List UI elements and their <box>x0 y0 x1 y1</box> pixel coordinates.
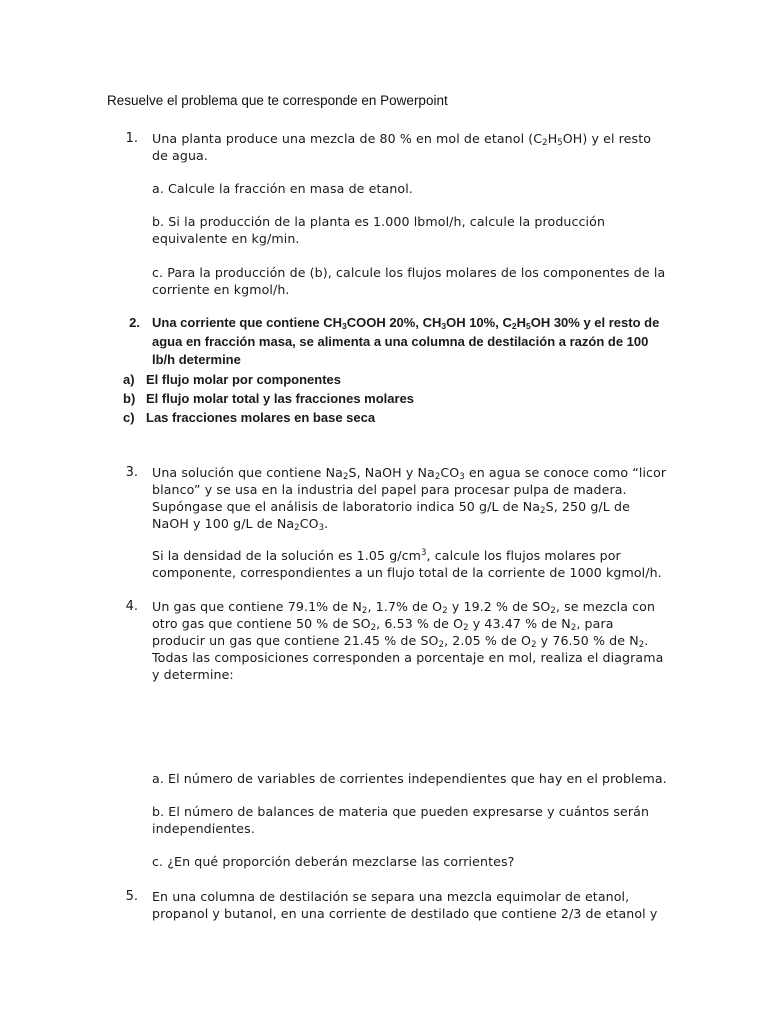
problem-4-part-c: c. ¿En qué proporción deberán mezclarse las corrientes? <box>152 854 515 869</box>
problem-text: Una planta produce una mezcla de 80 % en mol de etanol $(C_2H_5OH)$ y el resto de agua. <box>152 131 652 163</box>
problem-number: 3. <box>125 465 138 480</box>
problem-4-part-a: a. El número de variables de corrientes independientes que hay en el problema. <box>152 771 667 786</box>
problem-1-part-b: b. Si la producción de la planta es 1.000 lbmol/h, calcule la producción equivalente en kg/min. <box>152 214 606 246</box>
page-title: Resuelve el problema que te corresponde en Powerpoint <box>107 93 448 108</box>
problem-text: Un gas que contiene 79.1% de $N_2$, 1.7% de $O_2$ y 19.2 % de $SO_2$, se mezcla con otro gas que contiene 50 % de $SO_2$, 6.53 % de $O_2$ y 43.47 % de $N_2$, para producir un gas que contiene 21.45 % de $SO_2$, 2.05 % de $O_2$ y 76.50 % de $N_2$. Todas las composiciones corresponden a porcentaje en mol, realiza el diagrama y determine: <box>152 599 664 682</box>
problem-text: Una solución que contiene $Na_2S$, NaOH y $Na_2CO_3$ en agua se conoce como “licor blanco” y se usa en la industria del papel para procesar pulpa de madera. Supóngase que el análisis de laboratorio indica 50 g/L de $Na_2S$, 250 g/L de NaOH y 100 g/L de $Na_2CO_3$. <box>152 465 667 533</box>
problem-text: En una columna de destilación se separa una mezcla equimolar de etanol, propanol y butanol, en una corriente de destilado que contiene 2/3 de etanol y <box>152 889 658 921</box>
problem-1-part-a: a. Calcule la fracción en masa de etanol. <box>152 181 413 196</box>
list-item: a) El flujo molar por componentes <box>123 372 342 387</box>
problem-text: Una corriente que contiene $CH_3COOH$ 20%, $CH_3OH$ 10%, $C_2H_5OH$ 30% y el resto de agua en fracción masa, se alimenta a una columna de destilación a razón de 100 lb/h determine <box>152 315 660 367</box>
problem-number: 2. <box>129 315 140 330</box>
list-item: c) Las fracciones molares en base seca <box>123 410 376 425</box>
problem-1-part-c: c. Para la producción de (b), calcule los flujos molares de los componentes de la corriente en kgmol/h. <box>152 265 666 297</box>
problem-number: 5. <box>125 889 138 904</box>
problem-4-part-b: b. El número de balances de materia que pueden expresarse y cuántos serán independientes. <box>152 804 650 836</box>
problem-number: 4. <box>125 599 138 614</box>
problem-number: 1. <box>125 131 138 146</box>
problem-2-subitems <box>123 370 683 427</box>
list-item: b) El flujo molar total y las fracciones molares <box>123 391 415 406</box>
problem-3-question: Si la densidad de la solución es 1.05 $g/cm^3$, calcule los flujos molares por componente, correspondientes a un flujo total de la corriente de 1000 kgmol/h. <box>152 548 662 580</box>
